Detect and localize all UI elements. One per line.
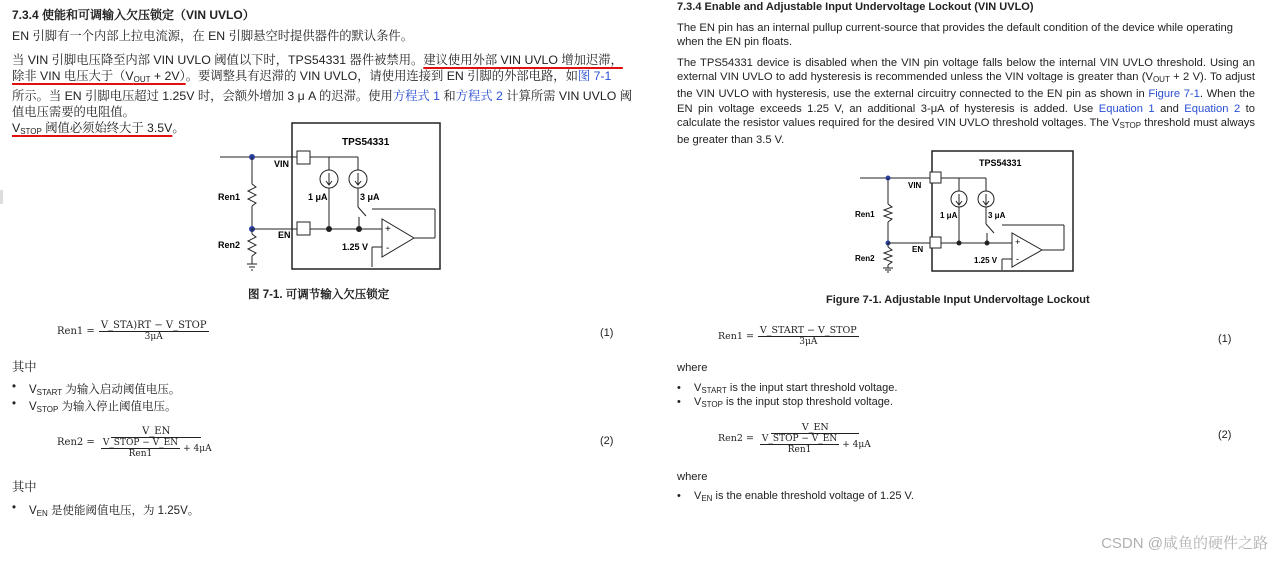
sub: OUT <box>1152 75 1170 85</box>
text: The TPS54331 device is disabled when the VIN pin voltage falls below the internal VIN UVLO threshold. Using an external VIN UVLO to add hysteresis is recommended unless the VIN voltage is greater than (V <box>677 57 1255 84</box>
num: V_EN <box>771 422 859 434</box>
link-equation-2-zh[interactable]: 方程式 2 <box>455 89 503 103</box>
page-edge-marker <box>0 190 3 204</box>
sub: OUT <box>133 75 151 84</box>
link-equation-1-zh[interactable]: 方程式 1 <box>392 89 440 103</box>
link-equation-1-en[interactable]: Equation 1 <box>1098 102 1155 115</box>
text: V <box>12 121 21 135</box>
chip-label: TPS54331 <box>342 137 390 148</box>
equation-2-number-zh: (2) <box>600 435 614 447</box>
text: 为输入停止阈值电压。 <box>58 401 177 413</box>
switch-icon <box>986 224 994 233</box>
link-figure-7-1-zh[interactable]: 图 7-1 <box>577 69 612 83</box>
sub: STOP <box>1119 120 1142 130</box>
bullet-stop-en <box>694 396 893 409</box>
bullet-start-en <box>694 382 897 395</box>
ren2-resistor <box>248 234 256 256</box>
i1-label: 1 μA <box>308 192 328 202</box>
sub: STOP <box>20 127 42 136</box>
equation-1-en <box>718 325 859 347</box>
vin-pin <box>297 151 310 164</box>
text: 阈值必须始终大于 3.5V <box>41 121 173 135</box>
red-underline-3 <box>12 121 172 135</box>
num: V_STOP − V_EN <box>102 438 179 448</box>
equation-2-en <box>718 422 873 455</box>
uvlo-schematic-zh <box>202 122 462 272</box>
text: 是使能阈值电压，为 1.25V。 <box>47 505 200 517</box>
text: V <box>694 396 702 408</box>
switch-icon <box>358 207 366 216</box>
equation-2-zh <box>57 426 214 459</box>
paragraph-2-en <box>677 56 1255 147</box>
text: + 4μA <box>842 439 871 450</box>
vin-label: VIN <box>908 181 922 190</box>
sub: START <box>701 386 727 395</box>
text: V <box>694 490 702 502</box>
where-1-en: where <box>677 362 708 374</box>
text: to calculate the resistor values required for the desired VIN UVLO threshold voltages. The V <box>677 102 1255 129</box>
sub: EN <box>36 509 48 518</box>
text: Ren1 = <box>718 330 754 342</box>
text: + 2 V). To adjust the VIN UVLO with hysteresis, use the external circuitry connected to the EN pin as shown in <box>677 71 1255 101</box>
text: V <box>29 401 37 413</box>
vin-pin <box>930 172 941 183</box>
text: is the enable threshold voltage of 1.25 V. <box>712 490 914 502</box>
num: V_STA)RT − V_STOP <box>100 320 207 331</box>
section-heading-zh: 7.3.4 使能和可调输入欠压锁定（VIN UVLO） <box>12 8 255 22</box>
link-figure-7-1-en[interactable]: Figure 7-1 <box>1148 88 1200 101</box>
text: V <box>29 384 37 396</box>
text: 除非 VIN 电压大于（V <box>12 69 134 83</box>
red-underline-1: 建议使用外部 VIN UVLO 增加迟滞， <box>423 53 623 67</box>
en-pin <box>297 222 310 235</box>
ren2-label: Ren2 <box>218 240 241 250</box>
chip-label: TPS54331 <box>979 158 1022 168</box>
equation-2-number-en: (2) <box>1218 429 1232 441</box>
minus-label: - <box>386 243 390 254</box>
vin-label: VIN <box>274 159 290 169</box>
text: + 4μA <box>183 443 212 454</box>
ren1-label: Ren1 <box>855 210 875 219</box>
csdn-watermark: CSDN @咸鱼的硬件之路 <box>1101 535 1268 552</box>
text: 当 VIN 引脚电压降至内部 VIN UVLO 阈值以下时，TPS54331 器件被禁用。 <box>12 53 424 67</box>
bullet-stop-zh <box>29 398 177 414</box>
where-2-en: where <box>677 471 708 483</box>
ren1-resistor <box>248 184 256 206</box>
text: Ren2 = <box>718 433 754 444</box>
i2-label: 3 μA <box>988 211 1006 220</box>
den: 3μA <box>144 332 163 342</box>
equation-1-number-en: (1) <box>1218 333 1232 345</box>
text: + 2V） <box>150 69 186 83</box>
en-label: EN <box>278 230 291 240</box>
ren1-label: Ren1 <box>218 192 241 202</box>
text: Ren1 = <box>57 325 95 337</box>
text: threshold must always be greater than 3.5 V. <box>677 116 1255 147</box>
bullet-start-zh <box>29 381 180 397</box>
num: V_START − V_STOP <box>759 325 857 336</box>
vref-label: 1.25 V <box>974 256 998 265</box>
where-2-zh: 其中 <box>12 480 37 494</box>
i1-label: 1 μA <box>940 211 958 220</box>
vref-label: 1.25 V <box>342 242 369 252</box>
plus-label: + <box>1015 237 1021 247</box>
text: 所示。当 EN 引脚电压超过 1.25V 时，会额外增加 3 μ A 的迟滞。使用 <box>12 89 393 103</box>
where-1-zh: 其中 <box>12 360 37 374</box>
sub: STOP <box>701 400 723 409</box>
text: and <box>1154 102 1185 115</box>
den: Ren1 <box>787 445 812 455</box>
ren2-resistor <box>884 247 892 265</box>
sub: EN <box>701 494 713 503</box>
plus-label: + <box>385 224 391 235</box>
minus-label: - <box>1016 254 1019 264</box>
sub: START <box>36 388 63 397</box>
den: 3μA <box>799 337 818 347</box>
bullet-en-zh <box>29 502 199 518</box>
text: V <box>694 382 702 394</box>
den: Ren1 <box>128 449 153 459</box>
ren1-resistor <box>884 204 892 222</box>
sub: STOP <box>36 405 59 414</box>
en-label: EN <box>912 245 924 254</box>
text: is the input start threshold voltage. <box>726 382 898 394</box>
equation-1-number-zh: (1) <box>600 327 614 339</box>
text: V <box>29 505 37 517</box>
uvlo-schematic-en <box>842 149 1082 274</box>
equation-1-zh <box>57 320 209 342</box>
section-heading-en: 7.3.4 Enable and Adjustable Input Undervoltage Lockout (VIN UVLO) <box>677 1 1034 13</box>
num: V_EN <box>111 426 201 438</box>
num: V_STOP − V_EN <box>761 434 838 444</box>
text: 计算所需 VIN UVLO 阈值电压需要的电阻值。 <box>12 89 632 119</box>
en-pin <box>930 237 941 248</box>
figure-caption-zh: 图 7-1. 可调节输入欠压锁定 <box>248 289 390 301</box>
ren2-label: Ren2 <box>855 254 875 263</box>
i2-label: 3 μA <box>360 192 380 202</box>
bullet-en-en <box>694 490 914 503</box>
text: 为输入启动阈值电压。 <box>62 384 181 396</box>
paragraph-1-en: The EN pin has an internal pullup current-source that provides the default condition of the device while operating when the EN pin floats. <box>677 22 1233 49</box>
text: 和 <box>439 89 456 103</box>
red-underline-2 <box>12 69 186 83</box>
link-equation-2-en[interactable]: Equation 2 <box>1184 102 1241 115</box>
figure-caption-en: Figure 7-1. Adjustable Input Undervoltage Lockout <box>826 294 1090 306</box>
paragraph-1-zh: EN 引脚有一个内部上拉电流源，在 EN 引脚悬空时提供器件的默认条件。 <box>12 29 414 43</box>
text: 。要调整具有迟滞的 VIN UVLO，请使用连接到 EN 引脚的外部电路，如 <box>185 69 578 83</box>
text: is the input stop threshold voltage. <box>722 396 893 408</box>
text: Ren2 = <box>57 437 95 448</box>
text: . When the EN pin voltage exceeds 1.25 V, an additional 3-μA of hysteresis is added. Use <box>677 88 1256 115</box>
text: 。 <box>172 121 185 135</box>
